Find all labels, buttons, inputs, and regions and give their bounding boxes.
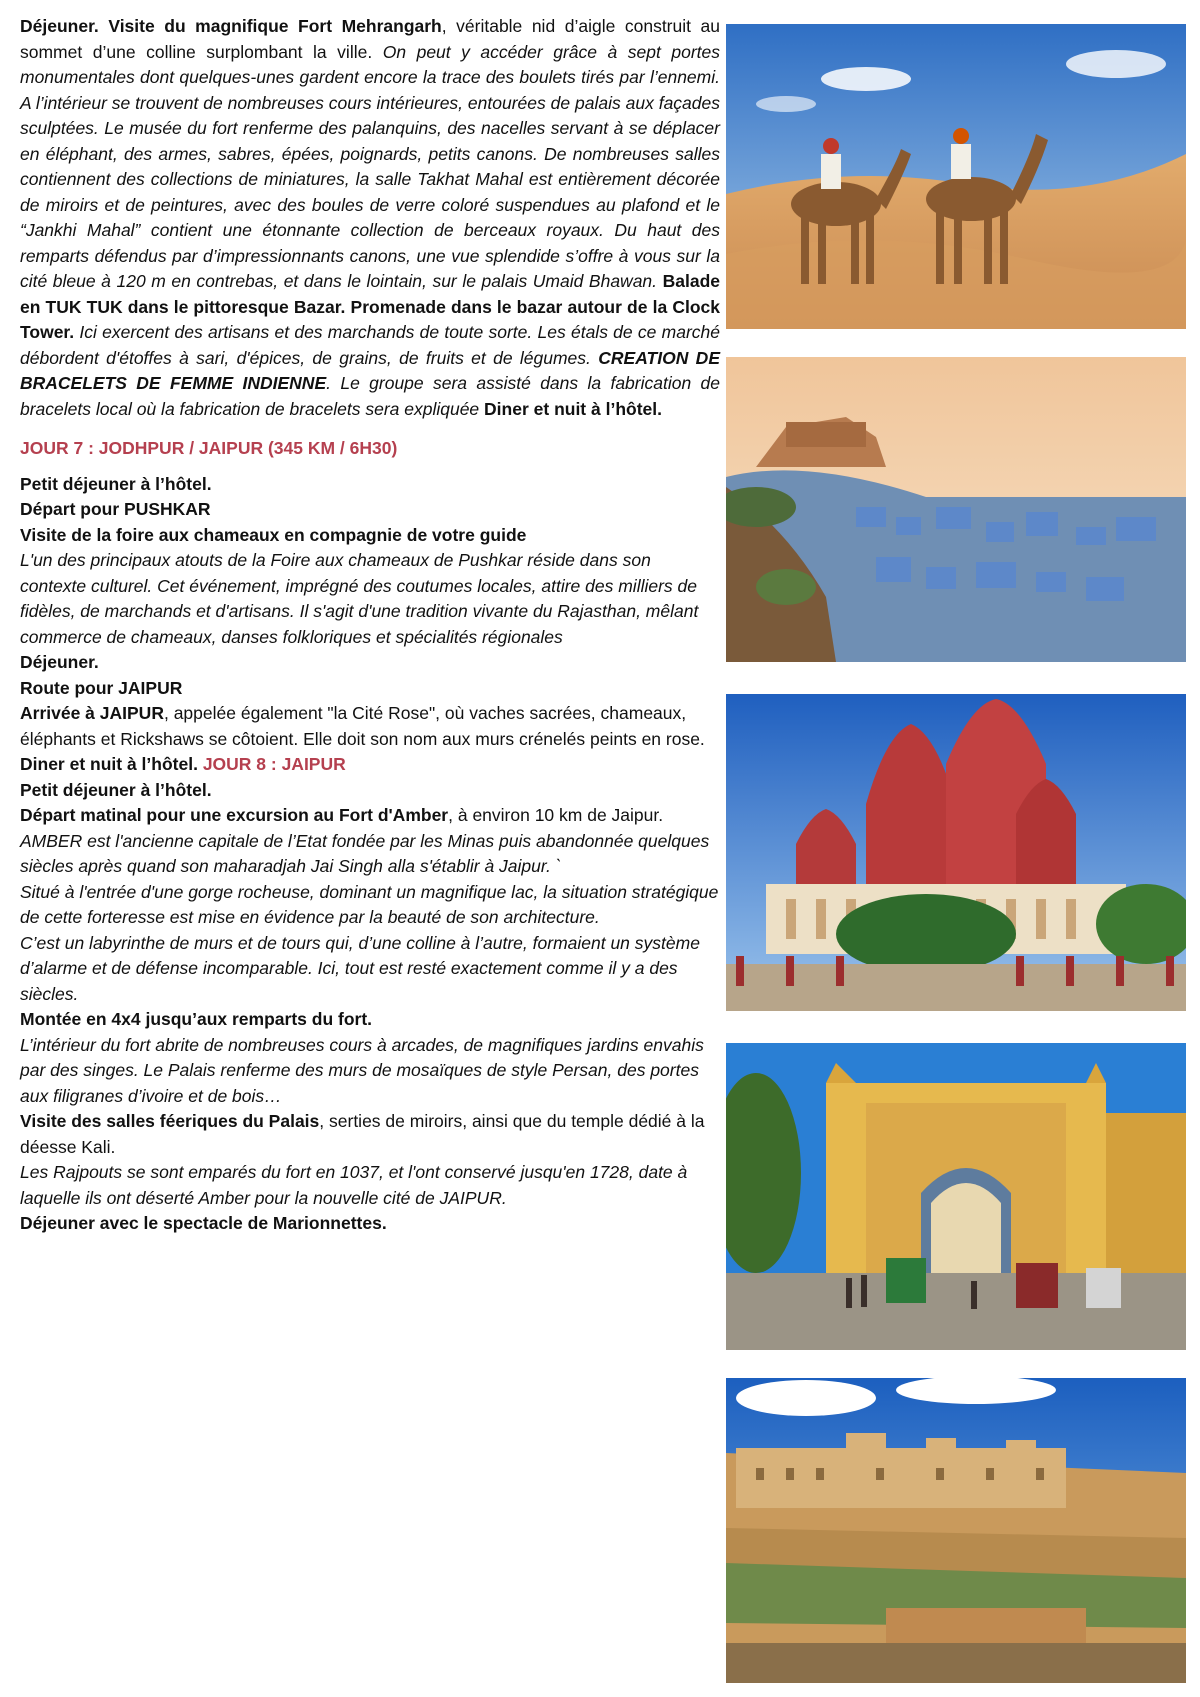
day8-rajput-history: Les Rajpouts se sont emparés du fort en 1037, et l'ont conservé jusqu'en 1728, date à laquelle ils ont déserté Amber pour la nouvelle cité de JAIPUR. <box>20 1162 688 1208</box>
jaipur-gate-photo <box>726 1043 1186 1350</box>
amber-excursion-label: Départ matinal pour une excursion au Fort d'Amber <box>20 805 449 825</box>
day7-departure: Départ pour PUSHKAR <box>20 499 211 519</box>
dinner-night-label: Diner et nuit à l’hôtel. <box>484 398 662 419</box>
palace-visit-description: , serties de miroirs, ainsi que du temple dédié à la déesse Kali. <box>20 1111 705 1157</box>
day8-palace-visit <box>20 1109 720 1160</box>
day8-amber-history: AMBER est l'ancienne capitale de l’Etat fondée par les Minas puis abandonnée quelques siècles après quand son maharadjah Jai Singh alla s'établir à Jaipur. ` <box>20 830 710 876</box>
bracelet-activity-label: CREATION DE BRACELETS DE FEMME INDIENNE <box>20 347 720 393</box>
amber-fort-photo <box>726 1378 1186 1683</box>
lunch-label: Déjeuner. <box>20 16 99 36</box>
day7-route: Route pour JAIPUR <box>20 677 183 698</box>
day8-puppet-lunch: Déjeuner avec le spectacle de Marionnettes. <box>20 1213 387 1233</box>
day7-camel-fair: Visite de la foire aux chameaux en compagnie de votre guide <box>20 524 527 545</box>
day8-excursion <box>20 803 720 829</box>
day7-fair-description: L'un des principaux atouts de la Foire aux chameaux de Pushkar réside dans son contexte culturel. Cet événement, imprégné des coutumes locales, attire des milliers de fidèles, de marchands et d'artisans. Il s'agit d'une tradition vivante du Rajasthan, mêlant commerce de chameaux, danses folkloriques et spécialités régionales <box>20 550 699 647</box>
amber-distance: , à environ 10 km de Jaipur. <box>448 805 664 825</box>
day7-dinner-day8-line <box>20 752 720 778</box>
day8-jeep-ride: Montée en 4x4 jusqu’aux remparts du fort. <box>20 1009 373 1029</box>
camel-desert-photo <box>726 24 1186 329</box>
day7-arrival <box>20 701 720 752</box>
space <box>99 16 109 36</box>
tuktuk-label: Balade en TUK TUK dans le pittoresque Bazar. Promenade dans le bazar autour de la Clock Tower. <box>20 271 720 342</box>
bracelet-description: . Le groupe sera assisté dans la fabrication de bracelets local où la fabrication de bracelets sera expliquée <box>20 373 721 419</box>
day6-continued-paragraph <box>20 14 720 422</box>
fort-details-italic: On peut y accéder grâce à sept portes monumentales dont quelques-unes gardent encore la trace des boulets tirés par l’ennemi. A l’intérieur se trouvent de nombreuses cours intérieures, entourées de palais aux façades sculptées. Le musée du fort renferme des palanquins, des nacelles servant à se déplacer en éléphant, des armes, sabres, épées, poignards, petits canons. De nombreuses salles contiennent des collections de miniatures, la salle Takhat Mahal est entièrement décorée de miroirs et de peintures, avec des boules de verre coloré suspendues au plafond et le “Jankhi Mahal” contient une étonnante collection de berceaux royaux. Du haut des remparts défendus par d’impressionnants canons, une vue splendide s’offre à vous sur la cité bleue à 120 m en contrebas, et dans le lointain, sur le palais Umaid Bhawan. <box>20 41 720 291</box>
arrival-label: Arrivée à JAIPUR <box>20 703 164 723</box>
day8-heading: JOUR 8 : JAIPUR <box>202 754 346 774</box>
day7-lunch: Déjeuner. <box>20 652 99 672</box>
day7-heading: JOUR 7 : JODHPUR / JAIPUR (345 KM / 6H30) <box>20 438 398 458</box>
itinerary-text <box>20 14 720 1237</box>
day8-amber-location: Situé à l'entrée d'une gorge rocheuse, dominant un magnifique lac, la situation stratégique de cette forteresse est mise en évidence par la beauté de son architecture. <box>20 881 719 927</box>
fort-description: , véritable nid d’aigle construit au sommet d’une colline surplombant la ville. <box>20 16 720 62</box>
bazaar-description: Ici exercent des artisans et des marchands de toute sorte. Les étals de ce marché débordent d'étoffes à sari, d'épices, de grains, de fruits et de légumes. <box>20 322 720 368</box>
day8-amber-labyrinth: C’est un labyrinthe de murs et de tours qui, d’une colline à l’autre, formaient un système d’alarme et de défense incomparable. Ici, tout est resté exactement comme il y a des siècles. <box>20 932 700 1004</box>
temple-photo <box>726 694 1186 1011</box>
day7-breakfast: Petit déjeuner à l’hôtel. <box>20 473 212 494</box>
day8-fort-interior: L’intérieur du fort abrite de nombreuses cours à arcades, de magnifiques jardins envahis par des singes. Le Palais renferme des murs de mosaïques de style Persan, des portes aux filigranes d’ivoire et de bois… <box>20 1034 704 1106</box>
day8-breakfast: Petit déjeuner à l’hôtel. <box>20 779 212 800</box>
fort-visit-label: Visite du magnifique Fort Mehrangarh <box>108 16 442 36</box>
palace-visit-label: Visite des salles féeriques du Palais <box>20 1111 320 1131</box>
arrival-description: , appelée également "la Cité Rose", où vaches sacrées, chameaux, éléphants et Rickshaws se côtoient. Elle doit son nom aux murs crénelés peints en rose. <box>20 703 705 749</box>
jodhpur-blue-city-photo <box>726 357 1186 662</box>
day7-dinner: Diner et nuit à l’hôtel. <box>20 754 198 774</box>
